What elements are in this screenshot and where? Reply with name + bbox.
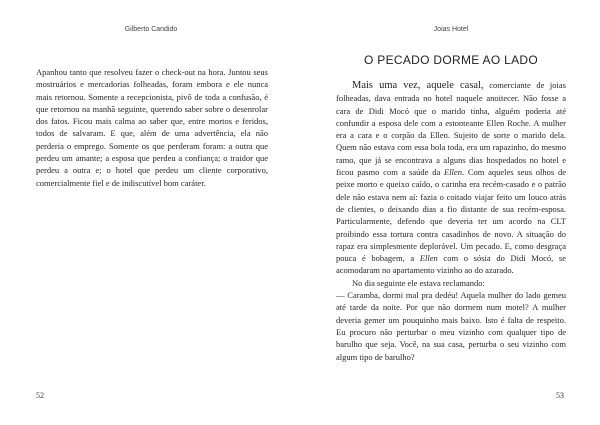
paragraph: Apanhou tanto que resolveu fazer o check-out na hora. Juntou seus mostruários e mercadorias folheadas, foram embora e ele nunca mais retornou. Somente a recepcionista, pivô de toda a confusão, é que retornou na manhã seguinte, querendo saber sobre o desenrolar dos fatos. Ficou mais calma ao saber que, entre mortos e feridos, todos de salvaram. E que, além de uma advertência, ela não perderia o emprego. Somente os que perderam foram: a outra que perdeu um amante; a esposa que perdeu a confiança; o traidor que perdeu a outra e; o hotel que perdeu um cliente corporativo, comercialmente fiel e de indiscutível bom caráter. — [36, 67, 268, 188]
left-page-body — [36, 66, 268, 189]
emphasis: Ellen — [419, 253, 438, 264]
dialogue-paragraph: — Caramba, dormi mal pra dedéu! Aquela mulher do lado gemeu até tarde da noite. Por que não dormem num motel? A mulher deveria gemer um pouquinho mais baixo. Isto é falta de respeito. Eu procuro não perturbar o meu vizinho com qualquer tipo de barulho que seja. Você, na sua casa, perturba o seu vizinho com algum tipo de barulho? — [336, 290, 566, 362]
chapter-title: O PECADO DORME AO LADO — [364, 53, 538, 67]
page-number: 52 — [36, 391, 44, 400]
lead-in-text: Mais uma vez, aquele casal, — [352, 80, 484, 91]
running-head-book-title: Joias Hotel — [433, 26, 469, 33]
right-page — [300, 0, 600, 425]
emphasis: Ellen — [444, 167, 462, 178]
right-page-body — [336, 79, 566, 363]
running-head-author: Gilberto Candido — [124, 26, 178, 33]
page-number: 53 — [556, 391, 564, 400]
paragraph: No dia seguinte ele estava reclamando: — [352, 277, 485, 288]
paragraph: Mais uma vez, aquele casal, comerciante de joias folheadas, dava entrada no hotel naquele anoitecer. Não fosse a cara de Didi Mocó que o marido tinha, alguém poderia até confundir a esposa dele com a estonteante Ellen Roche. A mulher era a cara e o corpão da Ellen. Sujeito de sorte o marido dela. Quem não estava com essa bola toda, era um rapazinho, do mesmo ramo, que já se encontrava a alguns dias hospedados no hotel e ficou pasmo com a saúde da Ellen. Com aqueles seus olhos de peixe morto e queixo caído, o carinha era recém-casado e o patrão dele não estava nem aí: fazia o coitado viajar feito um louco atrás de clientes, o deixando dias a fio distante de sua recém-esposa. Particularmente, defendo que deveria ter um acordo na CLT proibindo essa tortura contra casadinhos de novo. A situação do rapaz era simplesmente deplorável. Um pecado. E, como desgraça pouca é bobagem, a Ellen com o sósia do Didi Mocó, se acomodaram no apartamento vizinho ao do azarado. — [336, 80, 566, 276]
